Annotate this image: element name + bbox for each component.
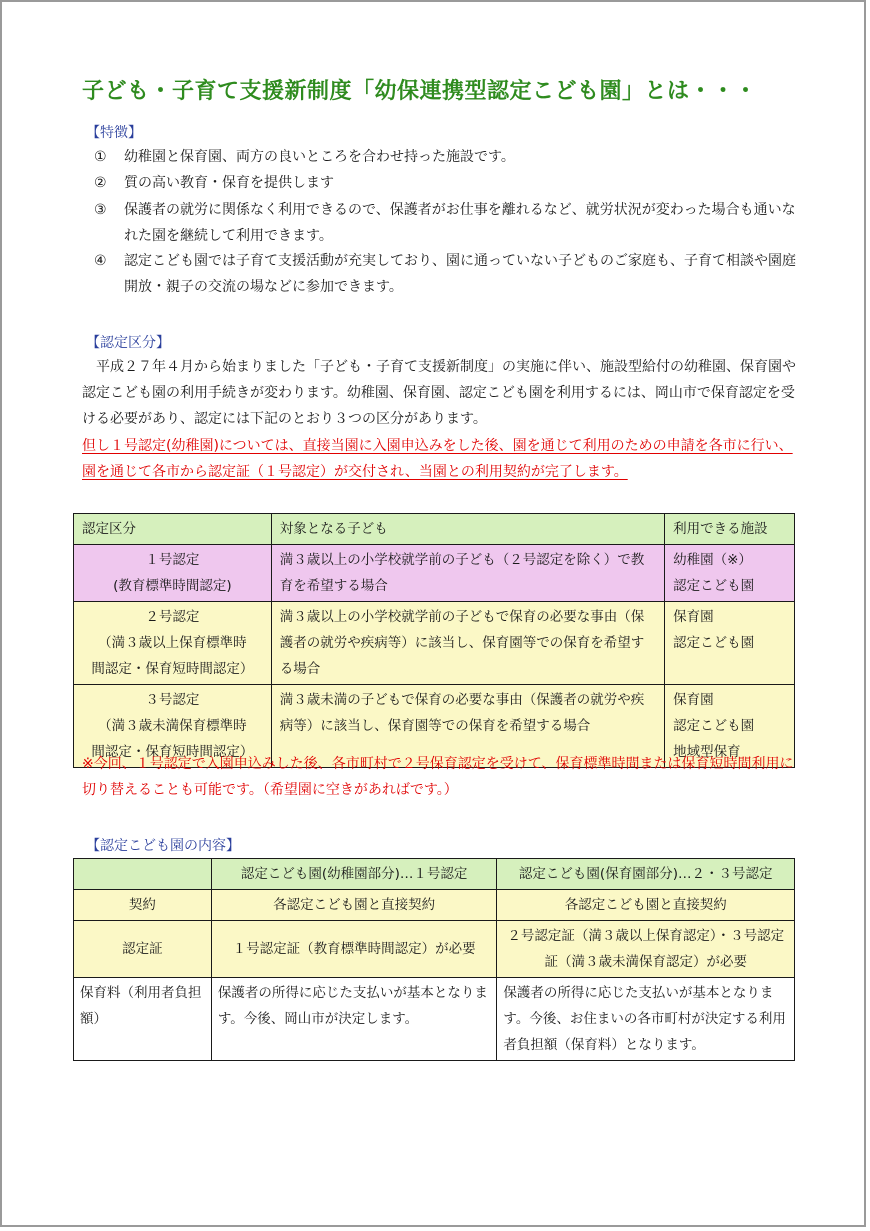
certification-table	[73, 513, 795, 768]
contents-table	[73, 858, 795, 1061]
category-detail: 間認定・保育短時間認定）	[91, 744, 254, 760]
facility: 保育園	[673, 609, 714, 625]
header-cell: 認定こども園(幼稚園部分)…１号認定	[211, 859, 497, 890]
facility: 地域型保育	[673, 744, 741, 760]
nursery-cell: 各認定こども園と直接契約	[497, 890, 795, 921]
row-label: 保育料（利用者負担額）	[74, 978, 212, 1061]
header-cell: 利用できる施設	[665, 514, 795, 545]
table-row	[74, 602, 795, 685]
facility-cell	[665, 545, 795, 602]
category-detail: （満３歳以上保育標準時	[98, 635, 247, 651]
facility: 幼稚園（※）	[673, 552, 752, 568]
feature-text: 認定こども園では子育て支援活動が充実しており、園に通っていない子どものご家庭も、子育て相談や園庭開放・親子の交流の場などに参加できます。	[124, 253, 796, 295]
feature-text: 幼稚園と保育園、両方の良いところを合わせ持った施設です。	[124, 149, 515, 165]
table-row	[74, 890, 795, 921]
facility: 保育園	[673, 692, 714, 708]
feature-number: ②	[94, 175, 107, 191]
target-cell: 満３歳以上の小学校就学前の子どもで保育の必要な事由（保護者の就労や疾病等）に該当し、保育園等での保育を希望する場合	[271, 602, 664, 685]
category-detail: 間認定・保育短時間認定）	[91, 661, 254, 677]
feature-item	[94, 197, 796, 249]
kindergarten-cell: 各認定こども園と直接契約	[211, 890, 497, 921]
facility-cell	[665, 602, 795, 685]
contents-heading: 【認定こども園の内容】	[86, 838, 240, 854]
category-name: ２号認定	[145, 609, 200, 625]
category-cell	[74, 545, 272, 602]
facility: 認定こども園	[673, 718, 755, 734]
category-cell	[74, 602, 272, 685]
classification-paragraph: 平成２７年４月から始まりました「子ども・子育て支援新制度」の実施に伴い、施設型給付の幼稚園、保育園や認定こども園の利用手続きが変わります。幼稚園、保育園、認定こども園を利用するには、岡山市で保育認定を受ける必要があり、認定には下記のとおり３つの区分があります。	[82, 359, 796, 427]
kindergarten-cell: 保護者の所得に応じた支払いが基本となります。今後、岡山市が決定します。	[211, 978, 497, 1061]
feature-item	[94, 170, 796, 196]
header-cell: 対象となる子ども	[271, 514, 664, 545]
category-name: １号認定	[145, 552, 200, 568]
switch-note: ※今回、１号認定で入園申込みした後、各市町村で２号保育認定を受けて、保育標準時間または保育短時間利用に切り替えることも可能です。（希望園に空きがあればです。）	[82, 756, 794, 798]
facility: 認定こども園	[673, 635, 755, 651]
table-header-row	[74, 859, 795, 890]
feature-item	[94, 248, 796, 300]
target-cell: 満３歳未満の子どもで保育の必要な事由（保護者の就労や疾病等）に該当し、保育園等での保育を希望する場合	[271, 685, 664, 768]
feature-number: ①	[94, 149, 107, 165]
nursery-cell: 保護者の所得に応じた支払いが基本となります。今後、お住まいの各市町村が決定する利用者負担額（保育料）となります。	[497, 978, 795, 1061]
nursery-cell: ２号認定証（満３歳以上保育認定）・３号認定証（満３歳未満保育認定）が必要	[497, 921, 795, 978]
feature-number: ④	[94, 253, 107, 269]
table-row	[74, 545, 795, 602]
header-cell: 認定こども園(保育園部分)…２・３号認定	[497, 859, 795, 890]
classification-notice: 但し１号認定(幼稚園)については、直接当園に入園申込みをした後、園を通じて利用のための申請を各市に行い、園を通じて各市から認定証（１号認定）が交付され、当園との利用契約が完了します。	[82, 438, 793, 480]
page-title: 子ども・子育て支援新制度「幼保連携型認定こども園」とは・・・	[82, 79, 758, 104]
target-cell: 満３歳以上の小学校就学前の子ども（２号認定を除く）で教育を希望する場合	[271, 545, 664, 602]
header-cell: 認定区分	[74, 514, 272, 545]
features-heading: 【特徴】	[86, 125, 142, 141]
feature-number: ③	[94, 202, 107, 218]
category-name: ３号認定	[145, 692, 200, 708]
header-cell	[74, 859, 212, 890]
feature-text: 保護者の就労に関係なく利用できるので、保護者がお仕事を離れるなど、就労状況が変わった場合も通いなれた園を継続して利用できます。	[124, 202, 796, 244]
table-row	[74, 978, 795, 1061]
category-detail: (教育標準時間認定)	[113, 578, 232, 594]
classification-heading: 【認定区分】	[86, 335, 170, 351]
facility: 認定こども園	[673, 578, 755, 594]
row-label: 認定証	[74, 921, 212, 978]
table-header-row	[74, 514, 795, 545]
table-row	[74, 921, 795, 978]
feature-text: 質の高い教育・保育を提供します	[124, 175, 334, 191]
feature-item	[94, 144, 796, 170]
row-label: 契約	[74, 890, 212, 921]
category-detail: （満３歳未満保育標準時	[98, 718, 247, 734]
kindergarten-cell: １号認定証（教育標準時間認定）が必要	[211, 921, 497, 978]
